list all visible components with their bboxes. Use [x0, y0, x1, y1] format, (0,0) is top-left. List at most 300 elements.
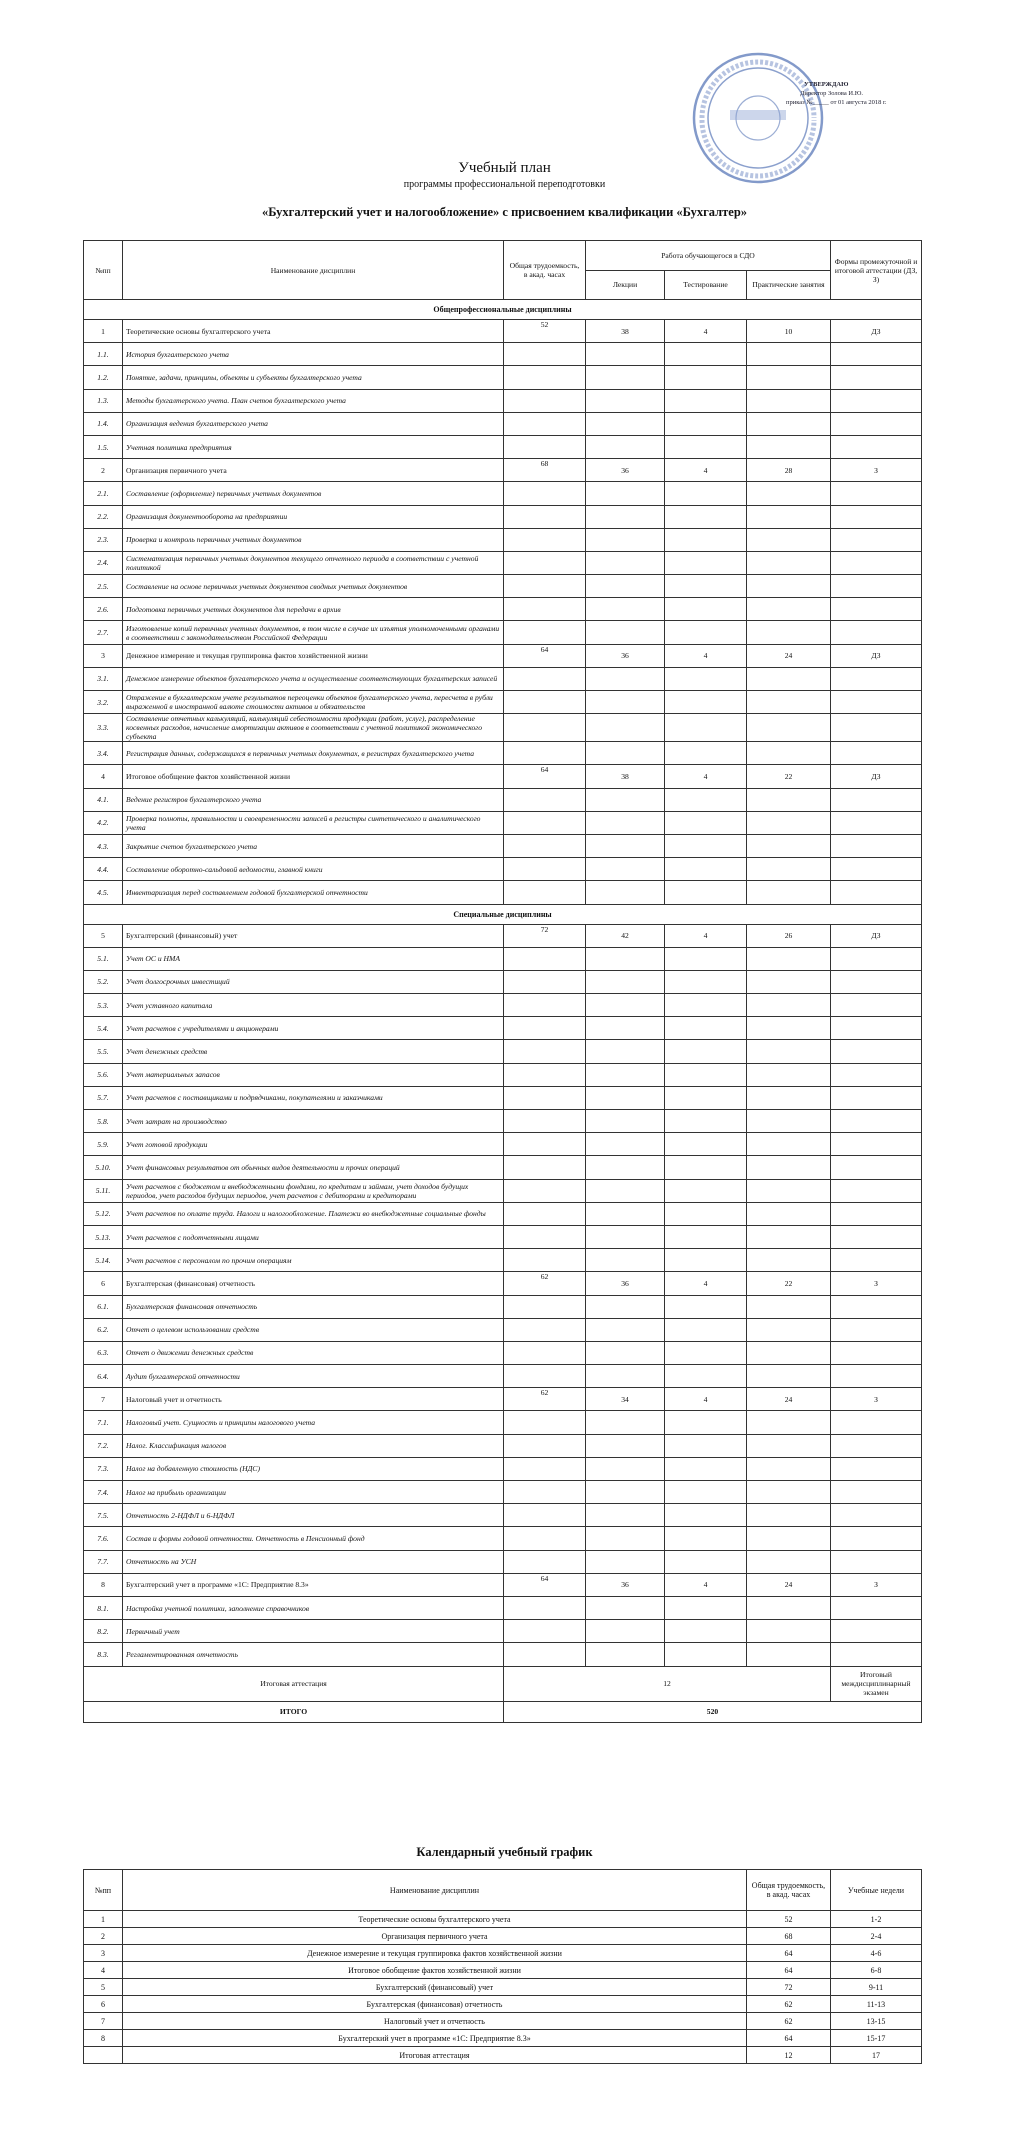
hours-cell — [504, 1596, 586, 1619]
tests-cell — [665, 1133, 747, 1156]
topic-name: Настройка учетной политики, заполнение справочников — [123, 1596, 504, 1619]
hours-cell: 62 — [504, 1272, 586, 1295]
practice-cell — [747, 412, 831, 435]
topic-name: Организация ведения бухгалтерского учета — [123, 412, 504, 435]
practice-cell — [747, 1017, 831, 1040]
tests-cell — [665, 412, 747, 435]
row-number: 2.5. — [84, 575, 123, 598]
form-cell — [831, 621, 922, 644]
tests-cell — [665, 389, 747, 412]
form-cell: ДЗ — [831, 924, 922, 947]
hours-cell — [504, 1040, 586, 1063]
topic-row — [84, 598, 922, 621]
topic-name: Учет материальных запасов — [123, 1063, 504, 1086]
topic-name: Составление оборотно-сальдовой ведомости, главной книги — [123, 858, 504, 881]
topic-row — [84, 1504, 922, 1527]
hours-cell — [504, 834, 586, 857]
topic-row — [84, 1249, 922, 1272]
discipline-row — [84, 1272, 922, 1295]
cal-hours: 64 — [747, 2030, 831, 2047]
cal-row-number: 4 — [84, 1962, 123, 1979]
topic-name: Систематизация первичных учетных документов текущего отчетного периода в соответствии с учетной политикой — [123, 551, 504, 574]
form-cell — [831, 435, 922, 458]
lectures-cell — [586, 551, 665, 574]
topic-row — [84, 1225, 922, 1248]
form-cell — [831, 1411, 922, 1434]
discipline-name: Налоговый учет и отчетность — [123, 1388, 504, 1411]
topic-row — [84, 1365, 922, 1388]
topic-name: Учет расчетов с учредителями и акционерами — [123, 1017, 504, 1040]
form-cell — [831, 947, 922, 970]
topic-name: Налоговый учет. Сущность и принципы налогового учета — [123, 1411, 504, 1434]
calendar-row — [84, 1911, 922, 1928]
tests-cell — [665, 994, 747, 1017]
lectures-cell — [586, 788, 665, 811]
hours-cell — [504, 435, 586, 458]
calendar-header-row — [84, 1870, 922, 1911]
tests-cell — [665, 1086, 747, 1109]
lectures-cell — [586, 970, 665, 993]
row-number: 7.6. — [84, 1527, 123, 1550]
lectures-cell — [586, 1295, 665, 1318]
hours-cell — [504, 714, 586, 742]
cal-discipline-name: Денежное измерение и текущая группировка фактов хозяйственной жизни — [123, 1945, 747, 1962]
lectures-cell — [586, 881, 665, 904]
practice-cell — [747, 742, 831, 765]
row-number: 3.4. — [84, 742, 123, 765]
hours-cell — [504, 575, 586, 598]
lectures-cell — [586, 1365, 665, 1388]
practice-cell — [747, 1434, 831, 1457]
lectures-cell: 36 — [586, 1272, 665, 1295]
row-number: 6.2. — [84, 1318, 123, 1341]
lectures-cell — [586, 1179, 665, 1202]
form-cell — [831, 1295, 922, 1318]
topic-name: Учет расчетов с бюджетом и внебюджетными фондами, по кредитам и займам, учет доходов будущих периодов, учет расходов будущих периодов, учет расчетов с дебиторами и кредиторами — [123, 1179, 504, 1202]
topic-row — [84, 1596, 922, 1619]
row-number: 3.1. — [84, 667, 123, 690]
hours-cell — [504, 1086, 586, 1109]
practice-cell — [747, 435, 831, 458]
lectures-cell — [586, 1133, 665, 1156]
row-number: 2.1. — [84, 482, 123, 505]
lectures-cell — [586, 1550, 665, 1573]
form-cell — [831, 691, 922, 714]
row-number: 7.3. — [84, 1457, 123, 1480]
practice-cell — [747, 1318, 831, 1341]
lectures-cell — [586, 528, 665, 551]
tests-cell — [665, 1434, 747, 1457]
hours-cell: 64 — [504, 644, 586, 667]
row-number: 5.9. — [84, 1133, 123, 1156]
discipline-row — [84, 924, 922, 947]
topic-name: Состав и формы годовой отчетности. Отчетность в Пенсионный фонд — [123, 1527, 504, 1550]
calendar-row — [84, 2047, 922, 2064]
tests-cell — [665, 1643, 747, 1666]
cal-hours: 72 — [747, 1979, 831, 1996]
cal-row-number: 7 — [84, 2013, 123, 2030]
hours-cell — [504, 1295, 586, 1318]
row-number: 6.3. — [84, 1341, 123, 1364]
practice-cell — [747, 691, 831, 714]
discipline-name: Бухгалтерский (финансовый) учет — [123, 924, 504, 947]
practice-cell: 10 — [747, 320, 831, 343]
hours-cell: 72 — [504, 924, 586, 947]
lectures-cell: 34 — [586, 1388, 665, 1411]
practice-cell — [747, 389, 831, 412]
tests-cell — [665, 1110, 747, 1133]
cal-row-number — [84, 2047, 123, 2064]
topic-name: Подготовка первичных учетных документов для передачи в архив — [123, 598, 504, 621]
practice-cell — [747, 1179, 831, 1202]
row-number: 5.5. — [84, 1040, 123, 1063]
row-number: 7 — [84, 1388, 123, 1411]
cal-discipline-name: Налоговый учет и отчетность — [123, 2013, 747, 2030]
tests-cell — [665, 881, 747, 904]
cal-discipline-name: Теоретические основы бухгалтерского учета — [123, 1911, 747, 1928]
practice-cell — [747, 551, 831, 574]
practice-cell — [747, 1086, 831, 1109]
topic-name: Налог на прибыль организации — [123, 1481, 504, 1504]
tests-cell — [665, 1295, 747, 1318]
row-number: 4.2. — [84, 811, 123, 834]
discipline-name: Итоговое обобщение фактов хозяйственной жизни — [123, 765, 504, 788]
hours-cell — [504, 343, 586, 366]
topic-row — [84, 505, 922, 528]
form-cell — [831, 858, 922, 881]
cal-hours: 62 — [747, 2013, 831, 2030]
topic-name: Учет ОС и НМА — [123, 947, 504, 970]
topic-name: Изготовление копий первичных учетных документов, в том числе в случае их изъятия уполномоченными органами в соответствии с законодательством Российской Федерации — [123, 621, 504, 644]
topic-row — [84, 1527, 922, 1550]
topic-name: Ведение регистров бухгалтерского учета — [123, 788, 504, 811]
hours-cell — [504, 1550, 586, 1573]
practice-cell: 28 — [747, 459, 831, 482]
form-cell — [831, 598, 922, 621]
form-cell — [831, 343, 922, 366]
practice-cell — [747, 575, 831, 598]
tests-cell — [665, 621, 747, 644]
hours-cell — [504, 1133, 586, 1156]
cal-row-number: 5 — [84, 1979, 123, 1996]
cal-hours: 68 — [747, 1928, 831, 1945]
practice-cell: 26 — [747, 924, 831, 947]
header-forms: Формы промежуточной и итоговой аттестации (ДЗ, З) — [831, 241, 922, 300]
hours-cell — [504, 1643, 586, 1666]
tests-cell — [665, 598, 747, 621]
topic-name: Денежное измерение объектов бухгалтерского учета и осуществление соответствующих бухгалтерских записей — [123, 667, 504, 690]
row-number: 5.14. — [84, 1249, 123, 1272]
hours-cell — [504, 1156, 586, 1179]
hours-cell — [504, 1063, 586, 1086]
form-cell — [831, 881, 922, 904]
row-number: 1.2. — [84, 366, 123, 389]
row-number: 2 — [84, 459, 123, 482]
row-number: 8.1. — [84, 1596, 123, 1619]
topic-name: Регламентированная отчетность — [123, 1643, 504, 1666]
lectures-cell — [586, 667, 665, 690]
topic-name: Отчет о движении денежных средств — [123, 1341, 504, 1364]
topic-name: Инвентаризация перед составлением годовой бухгалтерской отчетности — [123, 881, 504, 904]
tests-cell — [665, 970, 747, 993]
topic-name: Учет расчетов с персоналом по прочим операциям — [123, 1249, 504, 1272]
cal-hours: 64 — [747, 1962, 831, 1979]
practice-cell — [747, 1249, 831, 1272]
topic-name: Отражение в бухгалтерском учете результатов переоценки объектов бухгалтерского учета, пересчета в рубли выраженной в иностранной валюте стоимости активов и обязательств — [123, 691, 504, 714]
form-cell — [831, 1179, 922, 1202]
row-number: 7.5. — [84, 1504, 123, 1527]
hours-cell — [504, 667, 586, 690]
lectures-cell — [586, 1110, 665, 1133]
tests-cell — [665, 1156, 747, 1179]
tests-cell — [665, 1620, 747, 1643]
discipline-row — [84, 1388, 922, 1411]
form-cell — [831, 575, 922, 598]
hours-cell — [504, 1457, 586, 1480]
curriculum-table — [83, 240, 922, 1723]
tests-cell: 4 — [665, 1272, 747, 1295]
discipline-row — [84, 320, 922, 343]
topic-name: Учет расчетов по оплате труда. Налоги и налогообложение. Платежи во внебюджетные социальные фонды — [123, 1202, 504, 1225]
topic-name: Учет расчетов с поставщиками и подрядчиками, покупателями и заказчиками — [123, 1086, 504, 1109]
form-cell — [831, 412, 922, 435]
row-number: 3 — [84, 644, 123, 667]
cal-weeks: 2-4 — [831, 1928, 922, 1945]
hours-cell: 64 — [504, 1573, 586, 1596]
topic-name: Организация документооборота на предприятии — [123, 505, 504, 528]
practice-cell — [747, 1063, 831, 1086]
form-cell — [831, 834, 922, 857]
row-number: 5.13. — [84, 1225, 123, 1248]
lectures-cell — [586, 505, 665, 528]
lectures-cell: 38 — [586, 765, 665, 788]
form-cell — [831, 366, 922, 389]
topic-row — [84, 412, 922, 435]
form-cell — [831, 1017, 922, 1040]
practice-cell — [747, 366, 831, 389]
topic-row — [84, 947, 922, 970]
hours-cell — [504, 1434, 586, 1457]
tests-cell — [665, 1504, 747, 1527]
practice-cell: 22 — [747, 765, 831, 788]
tests-cell — [665, 742, 747, 765]
tests-cell — [665, 1225, 747, 1248]
tests-cell — [665, 551, 747, 574]
hours-cell — [504, 881, 586, 904]
cal-discipline-name: Итоговая аттестация — [123, 2047, 747, 2064]
topic-name: Налог. Классификация налогов — [123, 1434, 504, 1457]
tests-cell: 4 — [665, 765, 747, 788]
row-number: 4.4. — [84, 858, 123, 881]
cal-row-number: 8 — [84, 2030, 123, 2047]
form-cell — [831, 1596, 922, 1619]
approval-director: Директор Золова И.Ю. — [800, 90, 864, 97]
row-number: 1.4. — [84, 412, 123, 435]
tests-cell — [665, 858, 747, 881]
topic-name: Проверка и контроль первичных учетных документов — [123, 528, 504, 551]
topic-row — [84, 970, 922, 993]
practice-cell — [747, 482, 831, 505]
row-number: 8 — [84, 1573, 123, 1596]
lectures-cell — [586, 575, 665, 598]
topic-row — [84, 366, 922, 389]
header-work: Работа обучающегося в СДО — [586, 241, 831, 271]
lectures-cell — [586, 412, 665, 435]
hours-cell — [504, 412, 586, 435]
topic-row — [84, 742, 922, 765]
topic-row — [84, 1550, 922, 1573]
header-tests: Тестирование — [665, 270, 747, 300]
cal-hours: 52 — [747, 1911, 831, 1928]
header-hours: Общая трудоемкость, в акад. часах — [504, 241, 586, 300]
lectures-cell: 36 — [586, 459, 665, 482]
hours-cell: 52 — [504, 320, 586, 343]
section-special-title: Специальные дисциплины — [84, 904, 922, 924]
topic-name: Отчет о целевом использовании средств — [123, 1318, 504, 1341]
tests-cell — [665, 505, 747, 528]
practice-cell — [747, 598, 831, 621]
practice-cell — [747, 1550, 831, 1573]
form-cell — [831, 970, 922, 993]
tests-cell — [665, 1481, 747, 1504]
tests-cell — [665, 343, 747, 366]
form-cell — [831, 1110, 922, 1133]
tests-cell: 4 — [665, 459, 747, 482]
form-cell — [831, 1086, 922, 1109]
lectures-cell — [586, 1527, 665, 1550]
lectures-cell: 42 — [586, 924, 665, 947]
topic-name: Учет расчетов с подотчетными лицами — [123, 1225, 504, 1248]
tests-cell — [665, 1341, 747, 1364]
hours-cell — [504, 1620, 586, 1643]
topic-row — [84, 1434, 922, 1457]
topic-row — [84, 1318, 922, 1341]
practice-cell — [747, 1527, 831, 1550]
cal-row-number: 2 — [84, 1928, 123, 1945]
program-title: «Бухгалтерский учет и налогообложение» с присвоением квалификации «Бухгалтер» — [261, 205, 748, 219]
form-cell — [831, 1550, 922, 1573]
cal-discipline-name: Бухгалтерский (финансовый) учет — [123, 1979, 747, 1996]
hours-cell — [504, 366, 586, 389]
cal-weeks: 11-13 — [831, 1996, 922, 2013]
tests-cell — [665, 691, 747, 714]
form-cell: З — [831, 1573, 922, 1596]
cal-hours: 62 — [747, 1996, 831, 2013]
form-cell — [831, 1365, 922, 1388]
hours-cell — [504, 858, 586, 881]
calendar-row — [84, 1979, 922, 1996]
topic-row — [84, 1040, 922, 1063]
calendar-row — [84, 1996, 922, 2013]
hours-cell — [504, 482, 586, 505]
topic-name: Бухгалтерская финансовая отчетность — [123, 1295, 504, 1318]
approval-block — [786, 80, 926, 107]
topic-name: Регистрация данных, содержащихся в первичных учетных документах, в регистрах бухгалтерского учета — [123, 742, 504, 765]
cal-weeks: 1-2 — [831, 1911, 922, 1928]
form-cell — [831, 788, 922, 811]
practice-cell — [747, 811, 831, 834]
form-cell — [831, 528, 922, 551]
discipline-name: Денежное измерение и текущая группировка фактов хозяйственной жизни — [123, 644, 504, 667]
row-number: 4.5. — [84, 881, 123, 904]
lectures-cell — [586, 1202, 665, 1225]
tests-cell — [665, 366, 747, 389]
cal-hours: 64 — [747, 1945, 831, 1962]
row-number: 5.6. — [84, 1063, 123, 1086]
lectures-cell — [586, 1596, 665, 1619]
hours-cell — [504, 1017, 586, 1040]
tests-cell — [665, 575, 747, 598]
hours-cell — [504, 551, 586, 574]
practice-cell — [747, 1341, 831, 1364]
tests-cell — [665, 1040, 747, 1063]
row-number: 8.3. — [84, 1643, 123, 1666]
header-name: Наименование дисциплин — [123, 241, 504, 300]
form-cell: З — [831, 459, 922, 482]
hours-cell — [504, 1249, 586, 1272]
approval-order: приказ №_____ от 01 августа 2018 г. — [786, 99, 887, 106]
topic-row — [84, 858, 922, 881]
row-number: 2.6. — [84, 598, 123, 621]
topic-row — [84, 575, 922, 598]
row-number: 5.4. — [84, 1017, 123, 1040]
practice-cell — [747, 1225, 831, 1248]
tests-cell — [665, 714, 747, 742]
tests-cell — [665, 1179, 747, 1202]
section-general-title: Общепрофессиональные дисциплины — [84, 300, 922, 320]
cal-weeks: 13-15 — [831, 2013, 922, 2030]
topic-row — [84, 482, 922, 505]
lectures-cell — [586, 598, 665, 621]
final-attestation-form: Итоговый междисциплинарный экзамен — [831, 1666, 922, 1701]
form-cell — [831, 505, 922, 528]
tests-cell — [665, 482, 747, 505]
hours-cell — [504, 691, 586, 714]
form-cell — [831, 1434, 922, 1457]
tests-cell — [665, 1596, 747, 1619]
topic-name: Понятие, задачи, принципы, объекты и субъекты бухгалтерского учета — [123, 366, 504, 389]
lectures-cell — [586, 834, 665, 857]
table-header-row — [84, 241, 922, 271]
cal-weeks: 6-8 — [831, 1962, 922, 1979]
practice-cell — [747, 788, 831, 811]
row-number: 5.3. — [84, 994, 123, 1017]
practice-cell — [747, 343, 831, 366]
tests-cell: 4 — [665, 320, 747, 343]
cal-discipline-name: Организация первичного учета — [123, 1928, 747, 1945]
topic-name: Проверка полноты, правильности и своевременности записей в регистры синтетического и аналитического учета — [123, 811, 504, 834]
row-number: 4.1. — [84, 788, 123, 811]
cal-weeks: 17 — [831, 2047, 922, 2064]
form-cell — [831, 389, 922, 412]
discipline-name: Организация первичного учета — [123, 459, 504, 482]
row-number: 5.7. — [84, 1086, 123, 1109]
form-cell — [831, 1481, 922, 1504]
row-number: 5 — [84, 924, 123, 947]
hours-cell — [504, 528, 586, 551]
hours-cell — [504, 970, 586, 993]
row-number: 7.2. — [84, 1434, 123, 1457]
topic-row — [84, 551, 922, 574]
form-cell — [831, 994, 922, 1017]
row-number: 5.12. — [84, 1202, 123, 1225]
topic-name: Составление отчетных калькуляций, калькуляций себестоимости продукции (работ, услуг), распределение косвенных расходов, начисление амортизации активов в соответствии с учетной политикой экономического субъекта — [123, 714, 504, 742]
row-number: 2.7. — [84, 621, 123, 644]
topic-row — [84, 788, 922, 811]
row-number: 5.2. — [84, 970, 123, 993]
lectures-cell — [586, 742, 665, 765]
lectures-cell — [586, 947, 665, 970]
